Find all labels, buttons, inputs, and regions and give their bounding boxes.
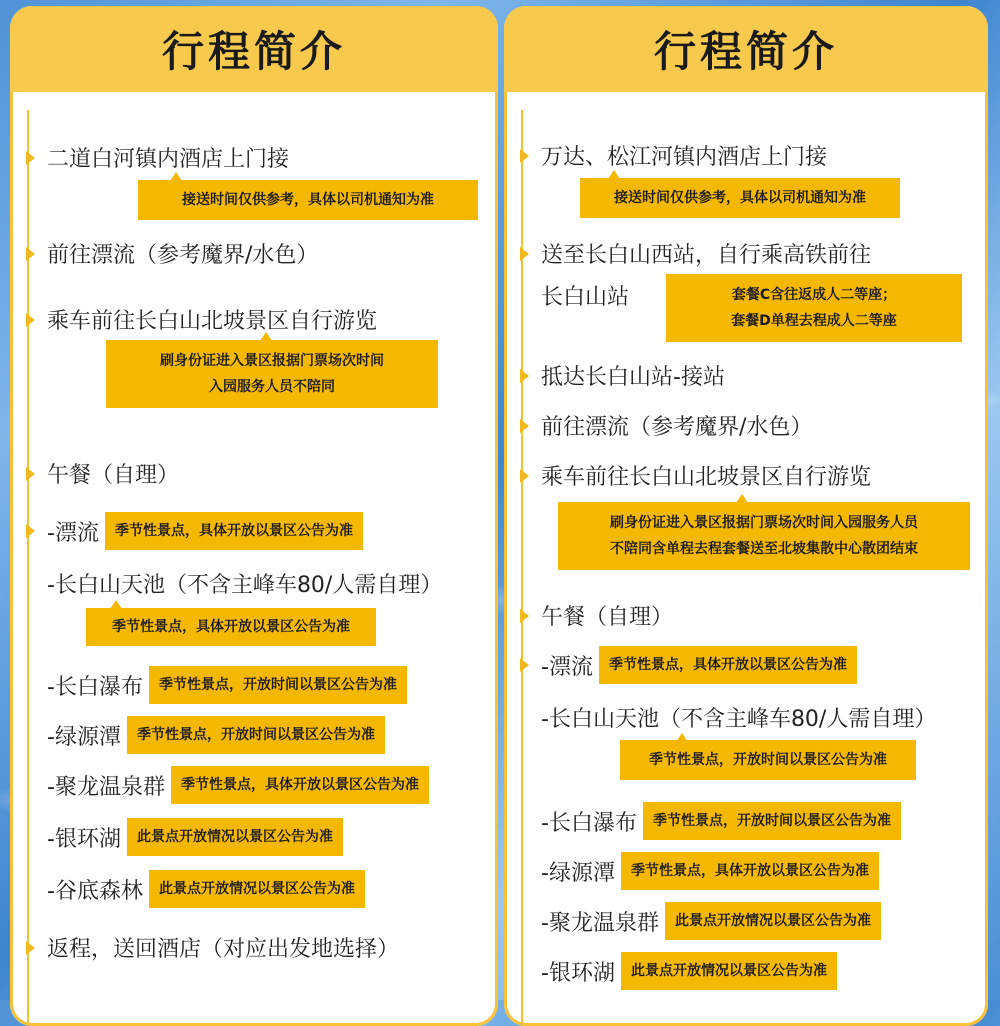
note-box: 季节性景点，具体开放以景区公告为准 <box>105 512 363 550</box>
itinerary-item <box>520 802 901 840</box>
note-line: 套餐C含往返成人二等座； <box>731 287 897 303</box>
arrow-icon <box>520 369 529 383</box>
note-box: 季节性景点，具体开放以景区公告为准 <box>86 608 376 646</box>
itinerary-item <box>520 952 837 990</box>
item-text: -谷底森林 <box>47 878 143 904</box>
item-text: -长白山天池（不含主峰车80/人需自理） <box>541 707 937 732</box>
item-text: -长白瀑布 <box>541 810 637 836</box>
note-box: 季节性景点，具体开放以景区公告为准 <box>599 646 857 684</box>
note-box <box>558 502 970 570</box>
note-box <box>666 274 962 342</box>
panel-header <box>10 6 498 92</box>
itinerary-item <box>26 142 289 173</box>
itinerary-item <box>26 304 377 335</box>
item-text: -漂流 <box>47 520 99 546</box>
note-box <box>106 340 438 408</box>
note-box: 此景点开放情况以景区公告为准 <box>665 902 881 940</box>
arrow-icon <box>26 313 35 327</box>
note-box: 季节性景点，开放时间以景区公告为准 <box>149 666 407 704</box>
itinerary-item <box>520 410 812 441</box>
arrow-icon <box>26 678 35 692</box>
arrow-icon <box>26 778 35 792</box>
itinerary-item <box>26 458 179 489</box>
note-box: 此景点开放情况以景区公告为准 <box>621 952 837 990</box>
panel-title: 行程简介 <box>161 27 346 76</box>
itinerary-item <box>26 512 363 550</box>
itinerary-item <box>26 870 365 908</box>
arrow-icon <box>520 609 529 623</box>
itinerary-item <box>520 460 871 491</box>
item-text: 抵达长白山站-接站 <box>541 365 725 390</box>
note-line: 套餐D单程去程成人二等座 <box>731 313 897 329</box>
note-box: 季节性景点，具体开放以景区公告为准 <box>621 852 879 890</box>
item-text: 二道白河镇内酒店上门接 <box>47 147 290 172</box>
itinerary-item <box>26 666 407 704</box>
note-box: 季节性景点，具体开放以景区公告为准 <box>171 766 429 804</box>
arrow-icon <box>26 467 35 481</box>
arrow-icon <box>26 941 35 955</box>
item-text: 前往漂流（参考魔界/水色） <box>47 243 319 268</box>
item-text: -聚龙温泉群 <box>541 910 659 936</box>
arrow-icon <box>520 419 529 433</box>
arrow-icon <box>26 151 35 165</box>
item-text: 送至长白山西站，自行乘高铁前往 <box>541 243 872 268</box>
itinerary-item <box>26 568 442 599</box>
note-box: 接送时间仅供参考，具体以司机通知为准 <box>580 178 900 218</box>
itinerary-item <box>26 716 385 754</box>
itinerary-item <box>26 238 318 269</box>
itinerary-item <box>520 360 725 391</box>
item-text: -漂流 <box>541 654 593 680</box>
arrow-icon <box>26 728 35 742</box>
arrow-icon <box>26 830 35 844</box>
item-text: 乘车前往长白山北坡景区自行游览 <box>47 309 378 334</box>
itinerary-item <box>520 140 827 171</box>
note-box: 季节性景点，开放时间以景区公告为准 <box>620 740 916 780</box>
arrow-icon <box>520 964 529 978</box>
note-line: 刷身份证进入景区报据门票场次时间 <box>160 353 384 369</box>
note-line: 不陪同含单程去程套餐送至北坡集散中心散团结束 <box>610 541 918 557</box>
item-text: -绿源潭 <box>47 724 121 750</box>
note-box: 此景点开放情况以景区公告为准 <box>149 870 365 908</box>
item-text: -长白瀑布 <box>47 674 143 700</box>
arrow-icon <box>26 247 35 261</box>
arrow-icon <box>520 149 529 163</box>
itinerary-item <box>26 818 343 856</box>
arrow-icon <box>520 469 529 483</box>
panel-header <box>504 6 988 92</box>
itinerary-item <box>520 852 879 890</box>
itinerary-item-continued <box>520 280 629 311</box>
item-text: -聚龙温泉群 <box>47 774 165 800</box>
itinerary-item <box>520 646 857 684</box>
item-text: 万达、松江河镇内酒店上门接 <box>541 145 828 170</box>
note-line: 刷身份证进入景区报据门票场次时间入园服务人员 <box>610 515 918 531</box>
itinerary-item <box>520 600 673 631</box>
item-text: -银环湖 <box>47 826 121 852</box>
arrow-icon <box>520 864 529 878</box>
arrow-icon <box>520 247 529 261</box>
note-box: 季节性景点，开放时间以景区公告为准 <box>127 716 385 754</box>
arrow-icon <box>520 711 529 725</box>
item-text: 前往漂流（参考魔界/水色） <box>541 415 813 440</box>
item-text: 午餐（自理） <box>47 463 180 488</box>
arrow-icon <box>26 524 35 538</box>
arrow-icon <box>26 577 35 591</box>
itinerary-item <box>520 238 871 269</box>
note-box: 接送时间仅供参考，具体以司机通知为准 <box>138 180 478 220</box>
arrow-icon <box>26 882 35 896</box>
itinerary-panel-right <box>504 6 988 1026</box>
note-box: 季节性景点，开放时间以景区公告为准 <box>643 802 901 840</box>
itinerary-item <box>26 766 429 804</box>
note-line: 入园服务人员不陪同 <box>209 379 335 395</box>
itinerary-item <box>520 902 881 940</box>
item-text: 长白山站 <box>541 285 630 310</box>
item-text: 乘车前往长白山北坡景区自行游览 <box>541 465 872 490</box>
itinerary-panel-left <box>10 6 498 1026</box>
arrow-icon <box>520 289 529 303</box>
item-text: -银环湖 <box>541 960 615 986</box>
note-box: 此景点开放情况以景区公告为准 <box>127 818 343 856</box>
arrow-icon <box>520 658 529 672</box>
item-text: -长白山天池（不含主峰车80/人需自理） <box>47 573 443 598</box>
item-text: 返程，送回酒店（对应出发地选择） <box>47 937 400 962</box>
itinerary-item <box>520 702 936 733</box>
item-text: -绿源潭 <box>541 860 615 886</box>
arrow-icon <box>520 914 529 928</box>
itinerary-item <box>26 932 399 963</box>
item-text: 午餐（自理） <box>541 605 674 630</box>
arrow-icon <box>520 814 529 828</box>
panel-title: 行程简介 <box>653 27 838 76</box>
